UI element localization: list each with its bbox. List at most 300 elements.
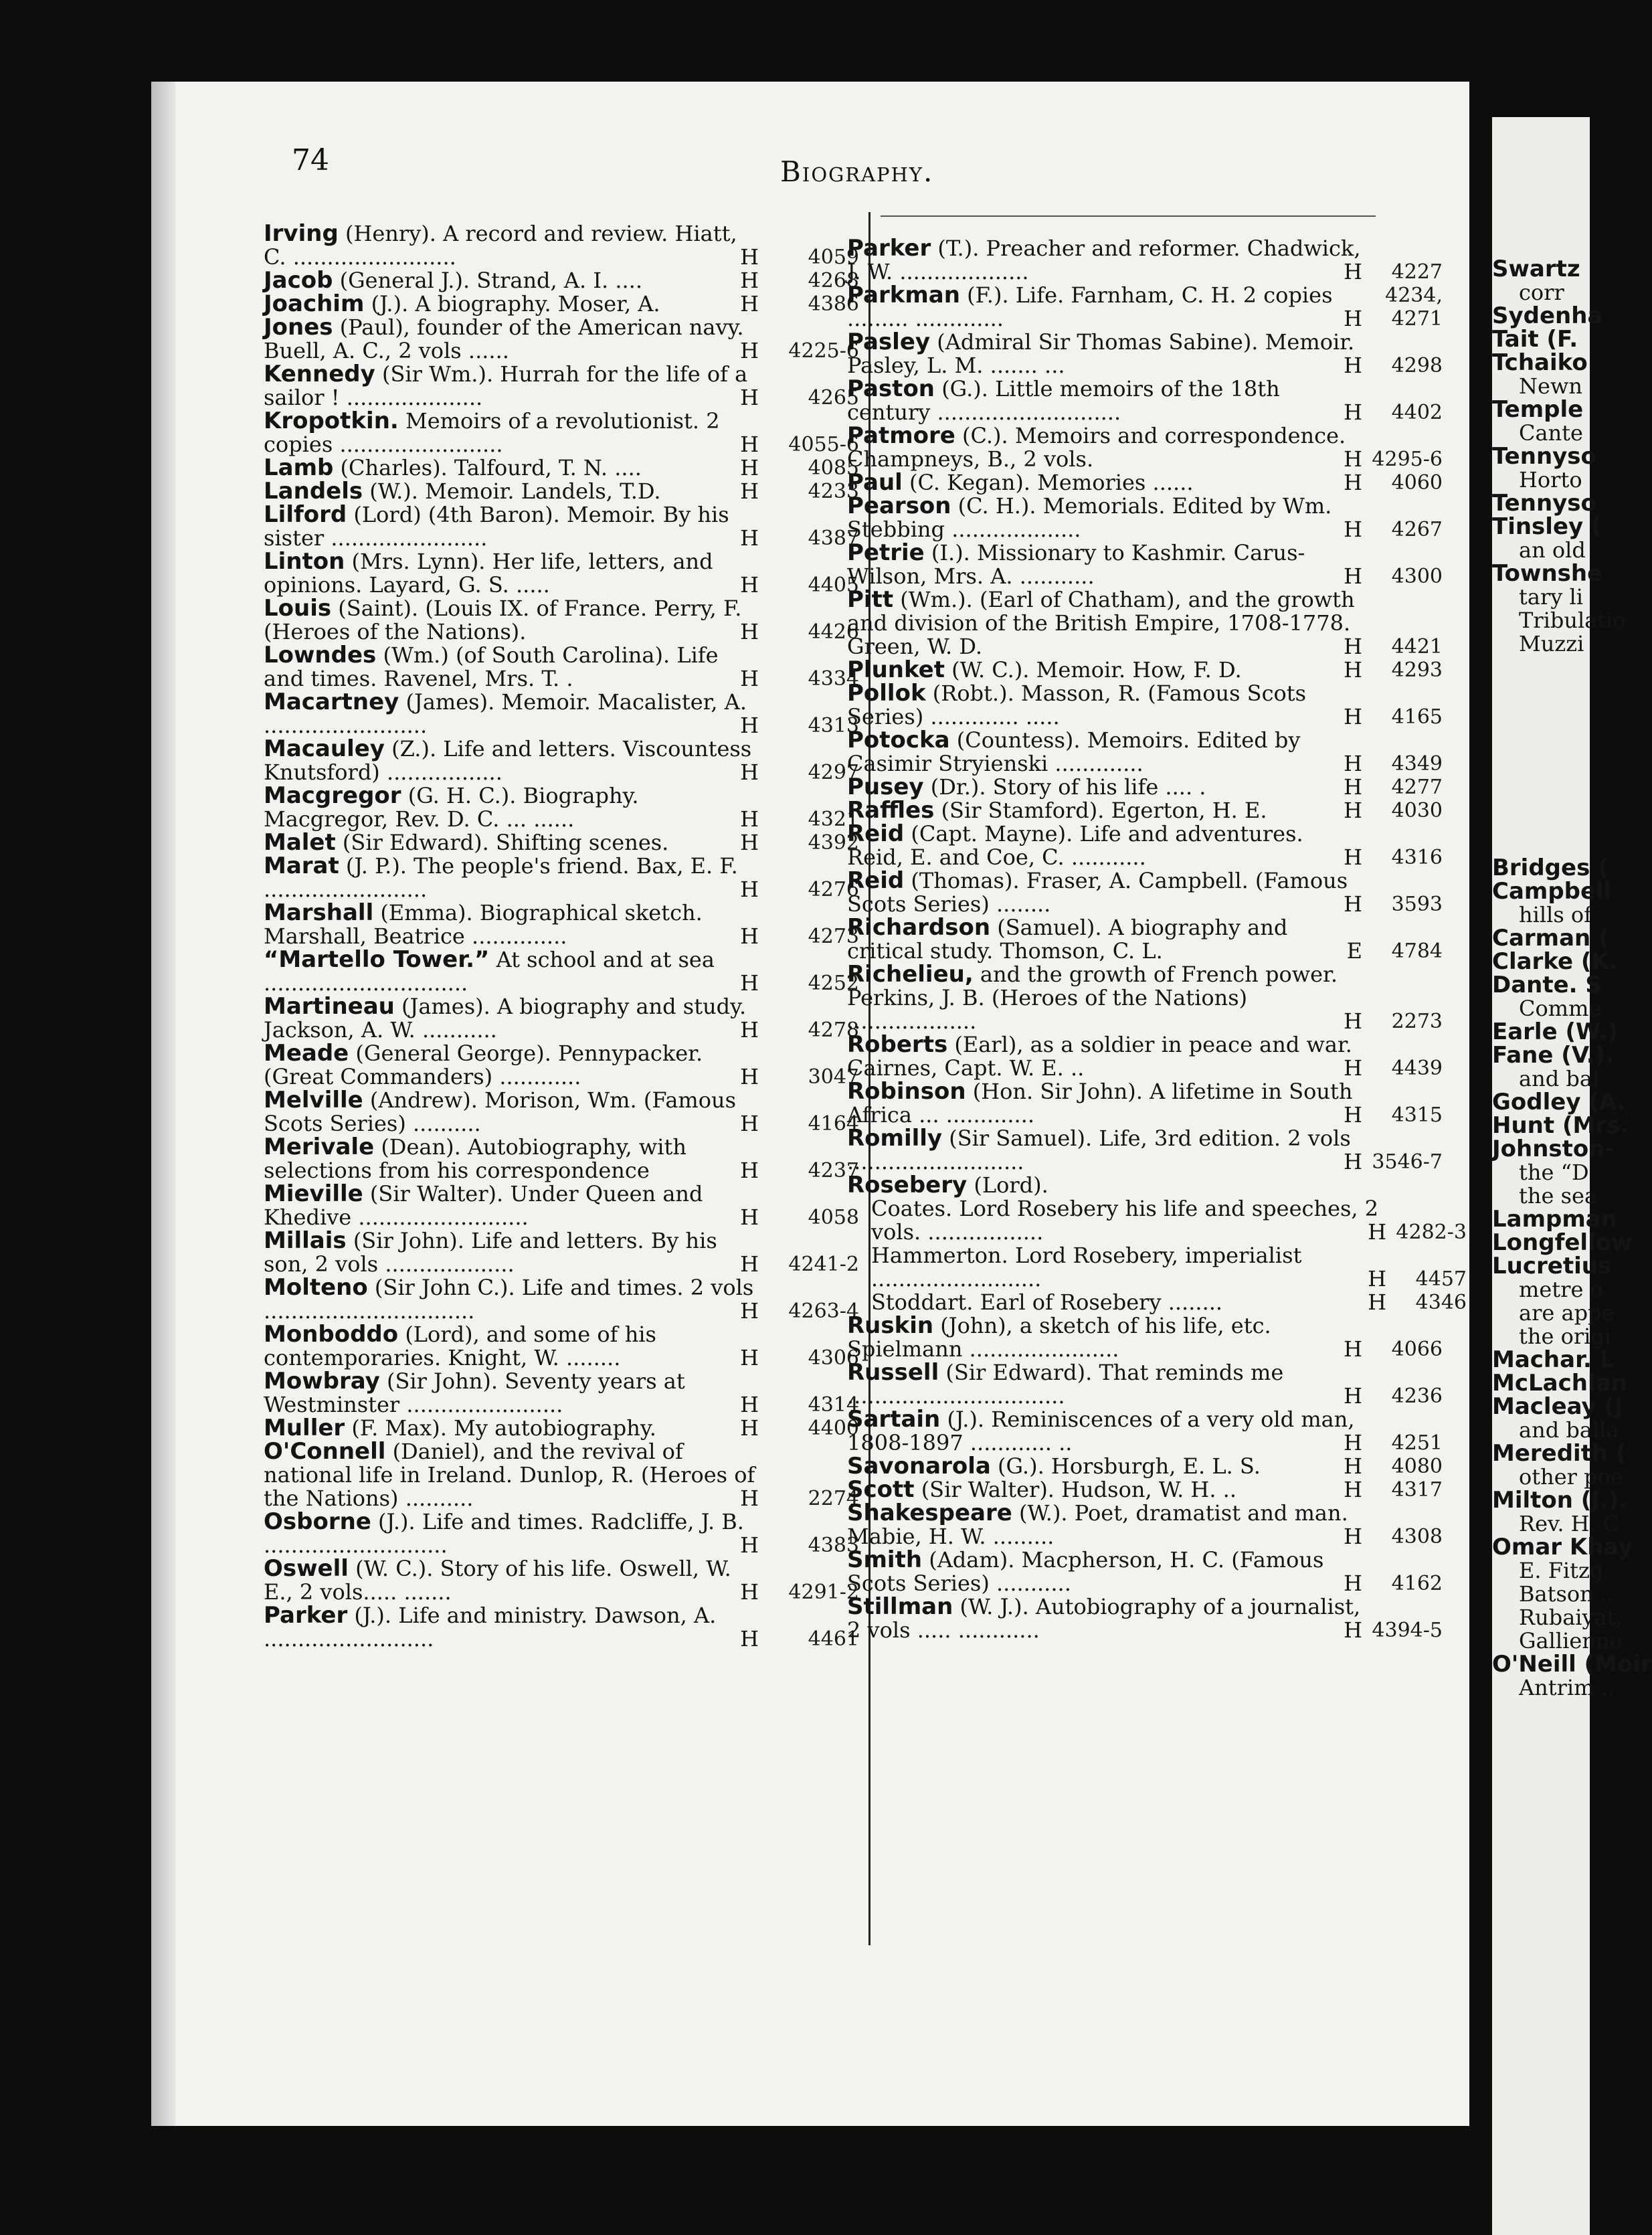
library-code: H: [1344, 634, 1362, 659]
facing-page-fragment: [1492, 117, 1652, 2235]
accession-number: 4278: [808, 1018, 859, 1042]
entry-name: Linton: [264, 548, 345, 575]
catalog-entry: [264, 478, 859, 505]
entry-name: Reid: [847, 820, 905, 847]
entry-text: (General J.). Strand, A. I. ....: [339, 268, 642, 293]
entry-name: Parker: [847, 235, 931, 262]
entry-name: Macauley: [264, 735, 385, 762]
accession-number: 4058: [808, 1206, 859, 1229]
accession-number: 4426: [808, 620, 859, 644]
accession-number: 4295-6: [1372, 448, 1443, 471]
catalog-entry: [847, 539, 1443, 589]
facing-page-line: Earle (W.): [1492, 1018, 1619, 1045]
library-code: H: [740, 432, 759, 457]
entry-text: (Sir Edward). That reminds me ................................: [847, 1360, 1284, 1409]
library-code: H: [1368, 1266, 1386, 1291]
facing-page-line: Dante. S: [1492, 972, 1602, 998]
entry-text: Coates. Lord Rosebery his life and speeches, 2 vols. .................: [871, 1196, 1379, 1245]
entry-name: Ruskin: [847, 1312, 934, 1339]
entry-text: (Wm.) (of South Carolina). Life and times. Ravenel, Mrs. T. .: [264, 642, 719, 691]
library-code: H: [740, 923, 759, 949]
library-code: H: [740, 666, 759, 691]
library-code: H: [740, 291, 759, 317]
accession-number: 4349: [1391, 752, 1443, 776]
facing-page-line: Tennyso: [1492, 490, 1596, 517]
catalog-entry: [264, 361, 859, 410]
entry-text: (Sir Samuel). Life, 3rd edition. 2 vols ..........................: [847, 1126, 1351, 1174]
entry-name: Louis: [264, 595, 332, 622]
accession-number: 4306: [808, 1346, 859, 1370]
entry-name: Raffles: [847, 797, 935, 824]
entry-text: (James). Memoir. Macalister, A. ........................: [264, 689, 747, 738]
library-code: H: [740, 1626, 759, 1651]
entry-text: (Sir Stamford). Egerton, H. E.: [941, 798, 1267, 823]
entry-name: Mowbray: [264, 1368, 380, 1395]
facing-page-line: Hunt (Mrs.: [1492, 1112, 1629, 1139]
library-code: H: [740, 1298, 759, 1324]
entry-name: Robinson: [847, 1078, 966, 1105]
accession-number: 4291-2: [788, 1581, 859, 1604]
accession-number: 4233: [808, 480, 859, 503]
catalog-entry: [264, 642, 859, 691]
facing-page-line: an old: [1519, 537, 1586, 563]
entry-text: (F.). Life. Farnham, C. H. 2 copies ......... .............: [847, 282, 1333, 331]
facing-page-line: Godley (A.: [1492, 1089, 1626, 1115]
accession-number: 4165: [1391, 705, 1443, 729]
entry-name: Romilly: [847, 1125, 943, 1152]
entry-text: (Sir Wm.). Hurrah for the life of a sailor ! ....................: [264, 361, 748, 410]
entry-name: Parkman: [847, 282, 960, 308]
entry-text: (Dean). Autobiography, with selections from his correspondence: [264, 1134, 686, 1183]
facing-page-line: Townshe: [1492, 560, 1603, 587]
accession-number: 4080: [1391, 1455, 1443, 1478]
library-code: H: [1344, 1336, 1362, 1362]
entry-name: Jones: [264, 314, 333, 341]
entry-name: Jacob: [264, 267, 333, 294]
accession-number: 4234, 4271: [1385, 284, 1443, 331]
entry-text: Stoddart. Earl of Rosebery ........: [871, 1289, 1223, 1315]
accession-number: 4461: [808, 1627, 859, 1651]
library-code: H: [740, 1064, 759, 1089]
entry-text: (Saint). (Louis IX. of France. Perry, F. (Heroes of the Nations).: [264, 596, 742, 644]
library-code: H: [1344, 844, 1362, 870]
catalog-entry: [264, 1415, 859, 1441]
facing-page-line: Meredith (: [1492, 1440, 1627, 1467]
accession-number: 2274: [808, 1487, 859, 1510]
catalog-entry: [264, 1321, 859, 1370]
facing-page-line: metre o: [1519, 1277, 1603, 1302]
catalog-entry: [847, 1125, 1443, 1174]
entry-text: (Lord) (4th Baron). Memoir. By his sister .......................: [264, 502, 729, 551]
book-page: [151, 82, 1469, 2126]
facing-page-line: the “D: [1519, 1160, 1589, 1185]
entry-name: Pitt: [847, 586, 894, 613]
library-code: H: [1344, 259, 1362, 284]
entry-text: (Sir Edward). Shifting scenes.: [342, 830, 669, 855]
entry-name: Pusey: [847, 774, 924, 800]
library-code: H: [1344, 1383, 1362, 1409]
facing-page-line: Comme: [1519, 996, 1602, 1021]
entry-name: Landels: [264, 478, 363, 505]
catalog-entry: [847, 727, 1443, 776]
catalog-entry: [264, 1555, 859, 1605]
accession-number: 4317: [1391, 1478, 1443, 1502]
entry-text: (W.). Memoir. Landels, T.D.: [369, 478, 661, 504]
library-code: H: [1344, 399, 1362, 425]
accession-number: 4277: [1391, 776, 1443, 799]
entry-name: Marat: [264, 853, 339, 879]
entry-name: Smith: [847, 1546, 923, 1573]
facing-page-line: Muzzi: [1519, 631, 1584, 656]
entry-text: (C.). Memoirs and correspondence. Champneys, B., 2 vols.: [847, 423, 1346, 472]
catalog-entry: [847, 1243, 1467, 1291]
catalog-entry: [847, 1359, 1443, 1409]
catalog-entry: [264, 946, 859, 996]
facing-page-line: and balla: [1519, 1417, 1619, 1443]
entry-name: Molteno: [264, 1274, 368, 1301]
accession-number: 4321: [808, 808, 859, 831]
accession-number: 4164: [808, 1112, 859, 1136]
entry-name: Lamb: [264, 454, 334, 481]
catalog-entry: [264, 595, 859, 644]
entry-text: (J.). A biography. Moser, A.: [371, 291, 660, 317]
catalog-entry: [847, 469, 1443, 496]
entry-text: (G.). Little memoirs of the 18th century ...........................: [847, 376, 1280, 425]
library-code: H: [740, 244, 759, 270]
entry-name: Muller: [264, 1415, 345, 1441]
library-code: H: [1344, 306, 1362, 331]
catalog-entry: [264, 899, 859, 949]
entry-name: Savonarola: [847, 1453, 991, 1480]
entry-name: Pearson: [847, 493, 951, 519]
accession-number: 4252: [808, 972, 859, 995]
catalog-entry: [847, 797, 1443, 824]
entry-text: and the growth of French power. Perkins, J. B. (Heroes of the Nations) ...................: [847, 962, 1338, 1034]
library-code: H: [740, 713, 759, 738]
library-code: H: [740, 478, 759, 504]
entry-name: Millais: [264, 1227, 347, 1254]
entry-text: (Earl), as a soldier in peace and war. Cairnes, Capt. W. E. ..: [847, 1032, 1352, 1081]
accession-number: 2273: [1391, 1010, 1443, 1033]
facing-page-line: Tchaiko: [1492, 349, 1588, 376]
facing-page-line: are appe: [1519, 1300, 1615, 1326]
library-code: H: [1344, 1149, 1362, 1174]
entry-text: (Sir Walter). Under Queen and Khedive .........................: [264, 1181, 703, 1230]
entry-text: (Daniel), and the revival of national life in Ireland. Dunlop, R. (Heroes of the Nations) ..........: [264, 1439, 755, 1511]
library-code: H: [1344, 1430, 1362, 1455]
entry-text: (Sir John). Life and letters. By his son, 2 vols ...................: [264, 1228, 717, 1277]
catalog-entry: [847, 680, 1443, 729]
facing-page-line: McLachlan: [1492, 1370, 1627, 1397]
entry-text: (General George). Pennypacker. (Great Commanders) ............: [264, 1041, 703, 1089]
entry-name: Marshall: [264, 899, 374, 926]
facing-page-line: Tait (F.: [1492, 326, 1578, 353]
catalog-entry: [847, 1593, 1443, 1643]
library-code: H: [1344, 1617, 1362, 1643]
entry-name: Lilford: [264, 501, 347, 528]
facing-page-line: Fane (V.).: [1492, 1042, 1615, 1069]
entry-name: Macgregor: [264, 782, 401, 809]
accession-number: 4400: [808, 1417, 859, 1440]
library-code: H: [1344, 1102, 1362, 1128]
catalog-entry: [264, 1087, 859, 1136]
entry-text: At school and at sea ..............................: [264, 947, 715, 996]
library-code: H: [1344, 1008, 1362, 1034]
library-code: H: [1344, 470, 1362, 495]
accession-number: 3593: [1391, 893, 1443, 916]
library-code: H: [1344, 1055, 1362, 1081]
library-code: H: [740, 619, 759, 644]
facing-page-line: corr: [1519, 280, 1564, 305]
entry-name: Shakespeare: [847, 1500, 1012, 1526]
entry-text: (Mrs. Lynn). Her life, letters, and opinions. Layard, G. S. .....: [264, 549, 713, 598]
catalog-entry: [847, 1196, 1467, 1245]
facing-page-line: Gallienne: [1519, 1628, 1623, 1653]
entry-text: (Wm.). (Earl of Chatham), and the growth and division of the British Empire, 1708-1778. Green, W. D.: [847, 587, 1355, 659]
accession-number: 4236: [1391, 1384, 1443, 1408]
catalog-entry: [847, 1174, 1362, 1197]
library-code: H: [1344, 657, 1362, 683]
catalog-entry: [847, 820, 1443, 870]
accession-number: 4316: [1391, 846, 1443, 869]
page-number: 74: [292, 143, 329, 177]
entry-name: “Martello Tower.”: [264, 946, 490, 973]
entry-text: (Dr.). Story of his life .... .: [930, 774, 1206, 800]
page-binding-shadow: [151, 82, 175, 2126]
library-code: H: [740, 1486, 759, 1511]
library-code: H: [740, 759, 759, 785]
accession-number: 4265: [808, 386, 859, 410]
catalog-entry: [264, 220, 859, 270]
catalog-entry: [264, 1180, 859, 1230]
entry-text: (Sir John). Seventy years at Westminster .......................: [264, 1368, 685, 1417]
entry-text: (Hon. Sir John). A lifetime in South Africa ... .............: [847, 1079, 1353, 1128]
accession-number: 4241-2: [788, 1253, 859, 1276]
entry-text: (Sir Walter). Hudson, W. H. ..: [921, 1477, 1237, 1502]
facing-page-line: Clarke (K.: [1492, 948, 1618, 975]
accession-number: 4315: [1391, 1103, 1443, 1127]
library-code: H: [1344, 1524, 1362, 1549]
entry-name: Macartney: [264, 689, 399, 715]
entry-name: Patmore: [847, 422, 955, 449]
accession-number: 3047: [808, 1065, 859, 1089]
catalog-entry: [847, 774, 1443, 800]
facing-page-line: Macleay (J: [1492, 1393, 1623, 1420]
catalog-entry: [847, 235, 1443, 284]
facing-page-line: Tennyso: [1492, 443, 1596, 470]
library-code: H: [740, 1017, 759, 1043]
entry-name: Reid: [847, 867, 905, 894]
entry-text: (Sir John C.). Life and times. 2 vols ...............................: [264, 1275, 754, 1324]
facing-page-line: Horto: [1519, 467, 1582, 493]
catalog-entry: [847, 1476, 1443, 1503]
catalog-entry: [264, 1368, 859, 1417]
accession-number: 4267: [1391, 518, 1443, 541]
library-code: H: [1344, 446, 1362, 472]
facing-page-line: Rubaiyat,: [1519, 1605, 1623, 1630]
catalog-entry: [264, 408, 859, 457]
entry-name: Merivale: [264, 1134, 375, 1160]
library-code: H: [740, 806, 759, 832]
entry-name: Monboddo: [264, 1321, 399, 1348]
catalog-entry: [264, 290, 859, 317]
accession-number: 4060: [1391, 471, 1443, 495]
facing-page-line: Batson ..: [1519, 1581, 1615, 1607]
library-code: H: [1344, 1453, 1362, 1479]
facing-page-line: Cante: [1519, 420, 1583, 446]
library-code: H: [1344, 774, 1362, 800]
entry-text: (T.). Preacher and reformer. Chadwick, J. W. ...................: [847, 236, 1361, 284]
entry-name: Roberts: [847, 1031, 948, 1058]
catalog-entry: [264, 689, 859, 738]
entry-text: (G. H. C.). Biography. Macgregor, Rev. D. C. ... ......: [264, 783, 639, 832]
library-code: E: [1346, 938, 1362, 964]
accession-number: 4300: [1391, 565, 1443, 588]
catalog-entry: [264, 993, 859, 1043]
facing-page-line: tary li: [1519, 584, 1583, 610]
accession-number: 4263-4: [788, 1300, 859, 1323]
facing-page-line: Newn: [1519, 373, 1582, 399]
facing-page-line: Milton (J.).: [1492, 1487, 1628, 1514]
entry-name: Richelieu,: [847, 961, 974, 988]
library-code: H: [1344, 751, 1362, 776]
library-code: H: [740, 1204, 759, 1230]
accession-number: 4282-3: [1396, 1221, 1467, 1244]
accession-number: 4251: [1391, 1431, 1443, 1455]
facing-page-line: other poe: [1519, 1464, 1623, 1490]
facing-page-line: Tribulatio: [1519, 608, 1626, 633]
library-code: H: [740, 1579, 759, 1605]
entry-text: (J.). Life and ministry. Dawson, A. .........................: [264, 1603, 717, 1651]
accession-number: 4030: [1391, 799, 1443, 822]
entry-text: (C. H.). Memorials. Edited by Wm. Stebbing ...................: [847, 493, 1332, 542]
catalog-entry: [264, 1040, 859, 1089]
accession-number: 4237: [808, 1159, 859, 1182]
catalog-entry: [264, 314, 859, 363]
catalog-entry: [264, 1508, 859, 1558]
accession-number: 4276: [808, 878, 859, 901]
entry-text: (Lord).: [974, 1172, 1048, 1198]
library-code: H: [1344, 704, 1362, 729]
entry-text: (Adam). Macpherson, H. C. (Famous Scots Series) ...........: [847, 1547, 1324, 1596]
entry-text: (Z.). Life and letters. Viscountess Knutsford) .................: [264, 736, 752, 785]
catalog-entry: [847, 375, 1443, 425]
catalog-entry: [847, 282, 1443, 331]
entry-name: Joachim: [264, 290, 365, 317]
accession-number: 4225-6: [788, 339, 859, 363]
catalog-entry: [264, 548, 859, 598]
accession-number: 3546-7: [1372, 1150, 1443, 1174]
entry-name: Richardson: [847, 914, 991, 941]
accession-number: 4457: [1415, 1267, 1467, 1291]
accession-number: 4227: [1391, 260, 1443, 284]
entry-text: Memoirs of a revolutionist. 2 copies ........................: [264, 408, 720, 457]
accession-number: 4298: [1391, 354, 1443, 377]
accession-number: 4268: [808, 269, 859, 292]
library-code: H: [740, 970, 759, 996]
entry-text: Hammerton. Lord Rosebery, imperialist .........................: [871, 1243, 1302, 1291]
library-code: H: [740, 1532, 759, 1558]
entry-name: Potocka: [847, 727, 950, 753]
accession-number: 4346: [1415, 1291, 1467, 1314]
entry-text: (F. Max). My autobiography.: [351, 1415, 656, 1441]
entry-text: (G.). Horsburgh, E. L. S.: [998, 1453, 1261, 1479]
accession-number: 4383: [808, 1534, 859, 1557]
catalog-entry: [847, 656, 1443, 683]
catalog-entry: [264, 454, 859, 481]
library-code: H: [740, 1392, 759, 1417]
library-code: H: [740, 455, 759, 480]
entry-name: Pasley: [847, 329, 931, 355]
accession-number: 4085: [808, 456, 859, 480]
accession-number: 4784: [1391, 940, 1443, 963]
facing-page-line: the sea: [1519, 1183, 1598, 1209]
entry-name: Paston: [847, 375, 935, 402]
catalog-entry: [847, 1406, 1443, 1455]
facing-page-line: Machar. L: [1492, 1346, 1615, 1373]
entry-name: Meade: [264, 1040, 349, 1067]
facing-page-line: Tinsley (: [1492, 513, 1602, 540]
catalog-entry: [847, 867, 1443, 917]
accession-number: 4293: [1391, 658, 1443, 682]
library-code: H: [1344, 563, 1362, 589]
library-code: H: [1368, 1219, 1386, 1245]
entry-name: Lowndes: [264, 642, 377, 668]
accession-number: 4394-5: [1372, 1619, 1443, 1642]
catalog-entry: [847, 1289, 1467, 1315]
library-code: H: [740, 572, 759, 598]
catalog-entry: [264, 1602, 859, 1651]
facing-page-line: Campbell: [1492, 878, 1612, 905]
library-code: H: [1344, 798, 1362, 823]
entry-text: (John), a sketch of his life, etc. Spielmann ......................: [847, 1313, 1271, 1362]
catalog-entry: [847, 586, 1443, 659]
entry-name: Martineau: [264, 993, 395, 1020]
catalog-entry: [847, 1453, 1443, 1480]
facing-page-line: Antrim ..: [1519, 1675, 1615, 1700]
entry-text: (Charles). Talfourd, T. N. ....: [340, 455, 642, 480]
entry-name: Plunket: [847, 656, 945, 683]
facing-page-line: Rev. H. C: [1519, 1511, 1620, 1536]
facing-page-line: Carman (: [1492, 925, 1609, 952]
catalog-entry: [264, 782, 859, 832]
entry-name: Melville: [264, 1087, 363, 1113]
facing-page-line: Longfellow: [1492, 1229, 1633, 1256]
entry-text: (I.). Missionary to Kashmir. Carus-Wilson, Mrs. A. ...........: [847, 540, 1305, 589]
library-code: H: [740, 525, 759, 551]
entry-text: (Robt.). Masson, R. (Famous Scots Series) ............. .....: [847, 681, 1307, 729]
catalog-entry: [264, 735, 859, 785]
entry-name: Sartain: [847, 1406, 941, 1433]
accession-number: 4387: [808, 527, 859, 550]
facing-page-line: E. Fitzg: [1519, 1558, 1604, 1583]
accession-number: 4066: [1391, 1338, 1443, 1361]
facing-page-line: Sydenha: [1492, 302, 1603, 329]
right-column: [847, 237, 1469, 1642]
library-code: H: [740, 1158, 759, 1183]
catalog-entry: [847, 1031, 1443, 1081]
catalog-entry: [847, 422, 1443, 472]
library-code: H: [740, 1345, 759, 1370]
accession-number: 4439: [1391, 1057, 1443, 1080]
entry-name: Petrie: [847, 539, 925, 566]
entry-text: (Emma). Biographical sketch. Marshall, Beatrice ..............: [264, 900, 703, 949]
entry-name: Scott: [847, 1476, 915, 1503]
library-code: H: [1344, 891, 1362, 917]
accession-number: 4162: [1391, 1572, 1443, 1595]
library-code: H: [1344, 353, 1362, 378]
facing-page-line: Lampman: [1492, 1206, 1617, 1233]
